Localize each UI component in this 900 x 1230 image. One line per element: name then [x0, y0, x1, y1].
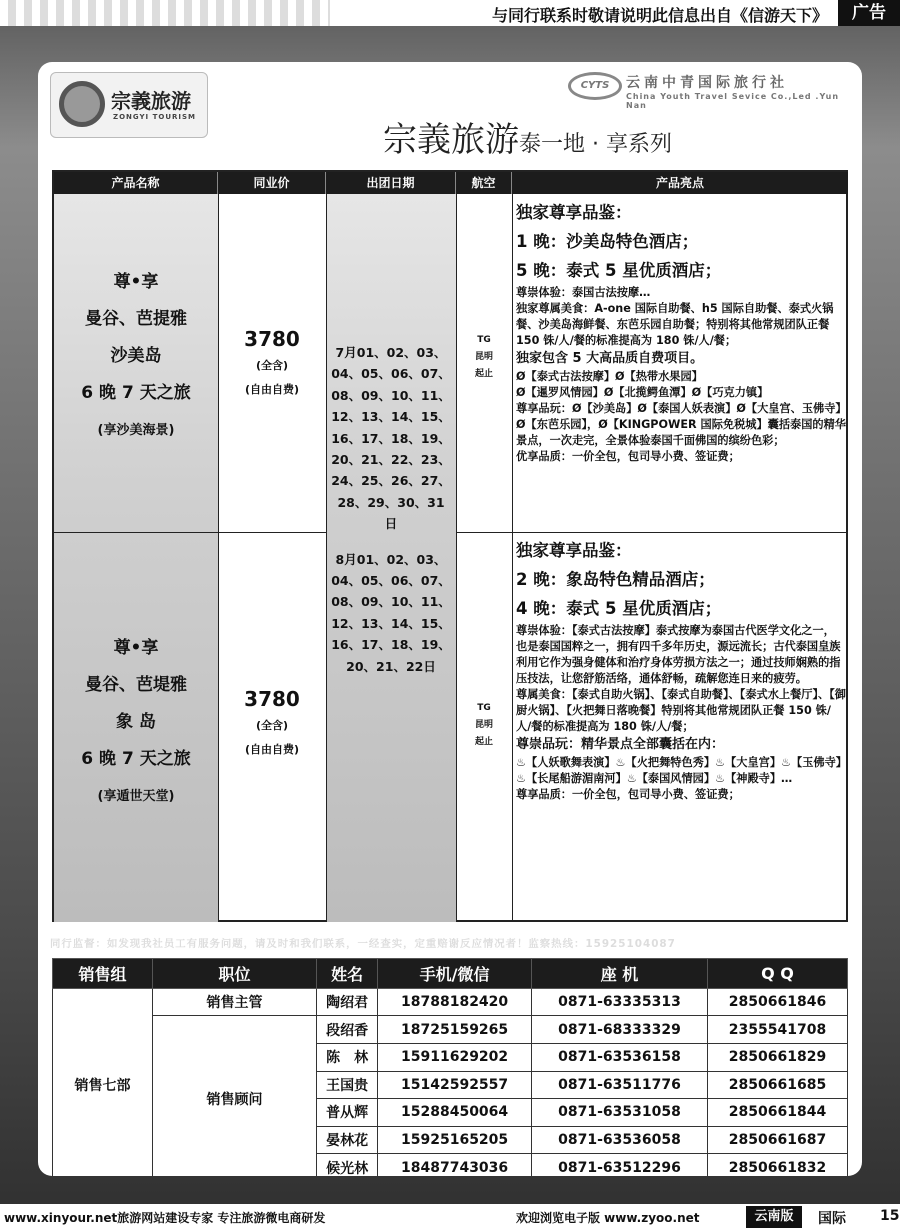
col-divider — [456, 194, 457, 922]
qq-cell: 2355541708 — [707, 1016, 847, 1044]
name-cell: 王国贵 — [317, 1071, 378, 1099]
landline-cell: 0871-68333329 — [532, 1016, 708, 1044]
name-cell: 陶绍君 — [317, 988, 378, 1016]
landline-cell: 0871-63536158 — [532, 1044, 708, 1072]
phone-cell: 15142592557 — [378, 1071, 532, 1099]
footer-bar — [0, 1204, 900, 1230]
phone-cell: 18725159265 — [378, 1016, 532, 1044]
header-cell: 产品名称 — [54, 172, 218, 194]
product-2-price: 3780 (全含) (自由自费) — [244, 687, 300, 756]
col-divider — [512, 194, 513, 922]
phone-cell: 18788182420 — [378, 988, 532, 1016]
product-2-air: TG 昆明 起止 — [474, 703, 493, 747]
page-title — [383, 112, 672, 161]
footer-right: 欢迎浏览电子版 www.zyoo.net — [516, 1211, 700, 1225]
staff-header-row — [53, 959, 848, 989]
header-cell: 出团日期 — [326, 172, 456, 194]
phone-cell: 15925165205 — [378, 1126, 532, 1154]
top-pattern-strip — [0, 0, 330, 26]
section-label: 国际 — [818, 1211, 846, 1227]
row-divider — [456, 532, 512, 533]
header-cell: 航空 — [456, 172, 512, 194]
landline-cell: 0871-63536058 — [532, 1126, 708, 1154]
ad-label: 广告 — [838, 0, 900, 26]
phone-cell: 18487743036 — [378, 1154, 532, 1176]
product-table — [52, 170, 848, 922]
header-cell: 产品亮点 — [512, 172, 848, 194]
product-1-name: 尊•享 曼谷、芭提雅 沙美岛 6 晚 7 天之旅 (享沙美海景) — [81, 272, 191, 438]
product-2-name: 尊•享 曼谷、芭堤雅 象 岛 6 晚 7 天之旅 (享遁世天堂) — [81, 638, 191, 804]
product-1-highlights: 独家尊享品鉴： 1 晚：沙美岛特色酒店； 5 晚：泰式 5 星优质酒店； 尊崇体验：泰国古法按摩… 独家尊属美食：A-one 国际自助餐、h5 国际自助餐、泰式火锅餐、沙美岛海鲜餐、东芭乐园自助餐；特别将其他常规团队正餐 150 铢/人/餐的标准提高为 180 铢/人/餐； 独家包含 5 大高品质自费项目。 Ø【泰式古法按摩】Ø【热带水果园】 Ø【暹罗风情园】Ø【北揽鳄鱼潭】Ø【巧克力镇】 尊享品玩：Ø【沙美岛】Ø【泰国人妖表演】Ø【大皇宫、玉佛寺】Ø【东芭乐园】，Ø【KINGPOWER 国际免税城】囊括泰国的精华景点，一次走完，全景体验泰国千面佛国的缤纷色彩； 优享品质：一价全包，包司导小费、签证费； — [516, 203, 846, 463]
page-number: 15 — [880, 1208, 900, 1224]
staff-header: 座 机 — [532, 959, 708, 989]
agency-cn: 云南中青国际旅行社 — [626, 75, 788, 91]
landline-cell: 0871-63511776 — [532, 1071, 708, 1099]
departure-dates: 7月01、02、03、 04、05、06、07、 08、09、10、11、 12、13、14、15、 16、17、18、19、 20、21、22、23、 24、25、26、27、 28、29、30、31 日 8月01、02、03、 04、05、06、07、 08、09、10、11、 12、13、14、15、 16、17、18、19、 20、21、22日 — [331, 345, 451, 674]
sales-group: 销售七部 — [53, 988, 153, 1176]
logo-sub: ZONGYI TOURISM — [113, 113, 196, 121]
name-cell: 陈 林 — [317, 1044, 378, 1072]
table-row — [53, 988, 848, 1016]
staff-header: 销售组 — [53, 959, 153, 989]
edition-badge: 云南版 — [746, 1206, 802, 1228]
title-sub: 泰一地 · 享系列 — [519, 132, 672, 157]
qq-cell: 2850661844 — [707, 1099, 847, 1127]
staff-table — [52, 958, 848, 1176]
product-1-air: TG 昆明 起止 — [474, 335, 493, 379]
row-divider — [54, 532, 326, 533]
landline-cell: 0871-63512296 — [532, 1154, 708, 1176]
qq-cell: 2850661846 — [707, 988, 847, 1016]
agency-en: China Youth Travel Sevice Co.,Led .Yun Nan — [626, 92, 840, 110]
staff-header: Q Q — [707, 959, 847, 989]
row-divider — [512, 532, 848, 533]
top-notice: 与同行联系时敬请说明此信息出自《信游天下》 — [491, 6, 828, 25]
role-cell: 销售顾问 — [153, 1016, 317, 1176]
footprint-emblem-icon — [59, 81, 105, 127]
name-cell: 普从辉 — [317, 1099, 378, 1127]
name-cell: 候光林 — [317, 1154, 378, 1176]
staff-header: 手机/微信 — [378, 959, 532, 989]
role-cell: 销售主管 — [153, 988, 317, 1016]
phone-cell: 15288450064 — [378, 1099, 532, 1127]
phone-cell: 15911629202 — [378, 1044, 532, 1072]
zongyi-logo — [50, 72, 208, 138]
title-main: 宗義旅游 — [383, 120, 519, 160]
name-cell: 段绍香 — [317, 1016, 378, 1044]
product-2-highlights: 独家尊享品鉴： 2 晚：象岛特色精品酒店； 4 晚：泰式 5 星优质酒店； 尊崇体验：【泰式古法按摩】泰式按摩为泰国古代医学文化之一，也是泰国国粹之一，拥有四千多年历史，源远流长；古代泰国皇族利用它作为强身健体和治疗身体劳损方法之一；通过技师娴熟的指压技法，让您舒筋活络，通体舒畅，疏解您连日来的疲劳。 尊属美食：【泰式自助火锅】、【泰式自助餐】、【泰式水上餐厅】、【御厨火锅】、【火把舞日落晚餐】特别将其他常规团队正餐 150 铢/人/餐的标准提高为 180 铢/人/餐； 尊崇品玩：精华景点全部囊括在内： ♨【人妖歌舞表演】♨【火把舞特色秀】♨【大皇宫】♨【玉佛寺】♨【长尾船游湄南河】♨【泰国风情园】♨【神殿寺】… 尊享品质：一价全包，包司导小费、签证费； — [516, 541, 846, 801]
name-cell: 晏林花 — [317, 1126, 378, 1154]
staff-header: 职位 — [153, 959, 317, 989]
supervision-notice: 同行监督：如发现我社员工有服务问题，请及时和我们联系，一经查实，定重赔谢反应情况者！监察热线：15925104087 — [50, 938, 676, 950]
product-1-price: 3780 (全含) (自由自费) — [244, 327, 300, 396]
qq-cell: 2850661829 — [707, 1044, 847, 1072]
footer-left: www.xinyour.net旅游网站建设专家 专注旅游微电商研发 — [4, 1211, 326, 1225]
staff-header: 姓名 — [317, 959, 378, 989]
top-bar — [0, 0, 900, 26]
advert-card — [38, 62, 862, 1176]
table-row — [53, 1016, 848, 1044]
qq-cell: 2850661685 — [707, 1071, 847, 1099]
col-divider — [218, 194, 219, 922]
landline-cell: 0871-63335313 — [532, 988, 708, 1016]
qq-cell: 2850661832 — [707, 1154, 847, 1176]
logo-name: 宗義旅游 — [111, 89, 191, 113]
landline-cell: 0871-63531058 — [532, 1099, 708, 1127]
agency-logo — [568, 70, 848, 118]
qq-cell: 2850661687 — [707, 1126, 847, 1154]
header-cell: 同业价 — [218, 172, 326, 194]
cyts-emblem: CYTS — [568, 72, 622, 100]
